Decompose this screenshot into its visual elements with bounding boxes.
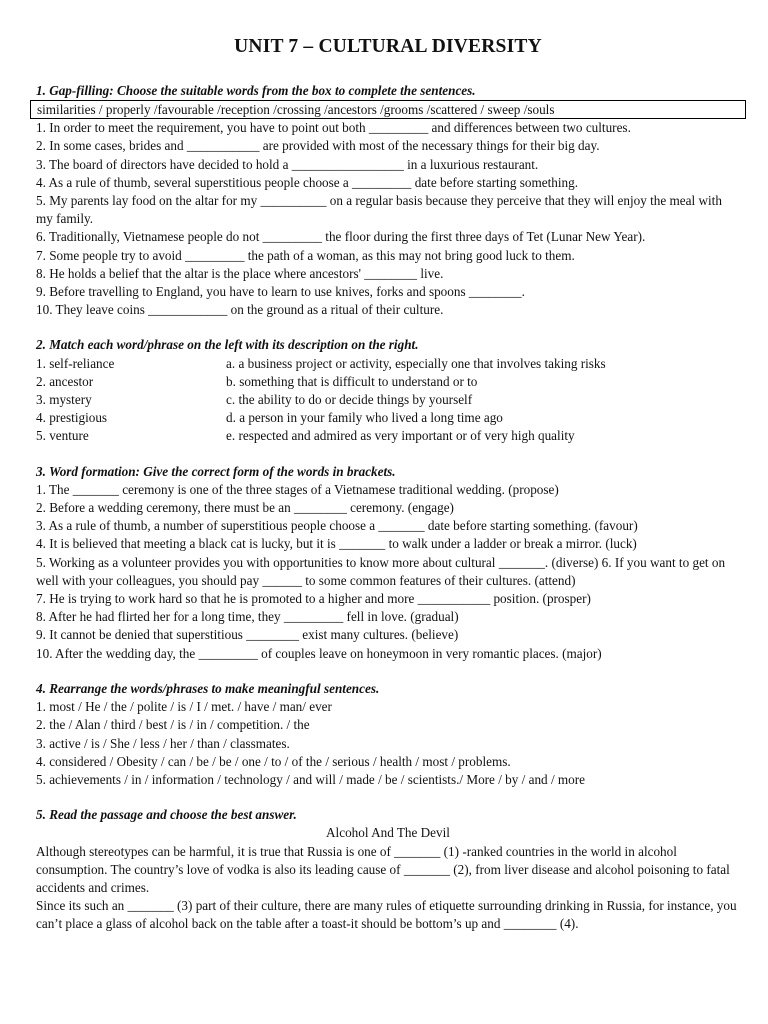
- page-title: UNIT 7 – CULTURAL DIVERSITY: [234, 36, 542, 57]
- match-definition: e. respected and admired as very important or of very high quality: [226, 428, 575, 444]
- section-1-heading: 1. Gap-filling: Choose the suitable words from the box to complete the sentences.: [36, 83, 476, 98]
- section-gap-filling: [36, 82, 740, 319]
- s3-item-10: 10. After the wedding day, the _________ of couples leave on honeymoon in very romantic places. (major): [36, 645, 602, 661]
- s4-item-3: 3. active / is / She / less / her / than / classmates.: [36, 735, 290, 751]
- s3-item-1: 1. The _______ ceremony is one of the three stages of a Vietnamese traditional wedding. (propose): [36, 481, 559, 497]
- s1-item-9: 9. Before travelling to England, you have to learn to use knives, forks and spoons ________.: [36, 284, 525, 300]
- s4-item-5: 5. achievements / in / information / technology / and will / made / be / scientists./ More / by / and / more: [36, 771, 586, 787]
- match-term: 1. self-reliance: [36, 355, 115, 371]
- s3-item-8: 8. After he had flirted her for a long time, they _________ fell in love. (gradual): [36, 609, 459, 625]
- match-term: 4. prestigious: [36, 410, 108, 426]
- s3-item-5-6: 5. Working as a volunteer provides you with opportunities to know more about cultural _______. (diverse) 6. If you want to get on well with your colleagues, you should pay ______ to some common features of their cultures. (attend): [36, 554, 726, 588]
- passage-title: Alcohol And The Devil: [326, 825, 450, 841]
- section-4-heading: 4. Rearrange the words/phrases to make meaningful sentences.: [36, 680, 380, 696]
- passage-paragraph-1: Although stereotypes can be harmful, it is true that Russia is one of _______ (1) -ranked countries in the world in alcohol consumption. The country’s love of vodka is also its leading cause of _______ (2), from liver disease and alcohol poisoning to fatal accidents and crimes.: [36, 843, 730, 895]
- section-matching: [36, 336, 740, 445]
- s1-item-8: 8. He holds a belief that the altar is the place where ancestors' ________ live.: [36, 265, 444, 281]
- match-row-5: [36, 427, 740, 445]
- s1-item-6: 6. Traditionally, Vietnamese people do not _________ the floor during the first three days of Tet (Lunar New Year).: [36, 229, 646, 245]
- s1-item-10: 10. They leave coins ____________ on the ground as a ritual of their culture.: [36, 302, 444, 318]
- word-box: similarities / properly /favourable /reception /crossing /ancestors /grooms /scattered / sweep /souls: [30, 100, 746, 119]
- s1-item-4: 4. As a rule of thumb, several superstitious people choose a _________ date before starting something.: [36, 174, 579, 190]
- match-definition: c. the ability to do or decide things by yourself: [226, 392, 473, 408]
- section-rearrange: [36, 680, 740, 789]
- s1-item-1: 1. In order to meet the requirement, you have to point out both _________ and differences between two cultures.: [36, 120, 631, 136]
- passage-paragraph-2: Since its such an _______ (3) part of their culture, there are many rules of etiquette surrounding drinking in Russia, for instance, you can’t place a glass of alcohol back on the table after a toast-it should be bottom’s up and ________ (4).: [36, 898, 737, 932]
- section-3-heading: 3. Word formation: Give the correct form of the words in brackets.: [36, 463, 396, 479]
- section-reading: [36, 806, 740, 933]
- match-term: 3. mystery: [36, 392, 92, 408]
- section-2-heading: 2. Match each word/phrase on the left with its description on the right.: [36, 337, 419, 353]
- s3-item-9: 9. It cannot be denied that superstitious ________ exist many cultures. (believe): [36, 627, 459, 643]
- s3-item-3: 3. As a rule of thumb, a number of superstitious people choose a _______ date before starting something. (favour): [36, 518, 638, 534]
- match-row-4: [36, 409, 740, 427]
- match-term: 2. ancestor: [36, 373, 94, 389]
- s3-item-2: 2. Before a wedding ceremony, there must be an ________ ceremony. (engage): [36, 500, 454, 516]
- s4-item-1: 1. most / He / the / polite / is / I / met. / have / man/ ever: [36, 699, 332, 715]
- s3-item-4: 4. It is believed that meeting a black cat is lucky, but it is _______ to walk under a ladder or break a mirror. (luck): [36, 536, 637, 552]
- match-term: 5. venture: [36, 428, 89, 444]
- section-5-heading: 5. Read the passage and choose the best answer.: [36, 807, 297, 823]
- match-row-1: [36, 355, 740, 373]
- s1-item-2: 2. In some cases, brides and ___________ are provided with most of the necessary things for their big day.: [36, 138, 600, 154]
- match-row-3: [36, 391, 740, 409]
- s4-item-4: 4. considered / Obesity / can / be / be / one / to / of the / serious / health / most / problems.: [36, 753, 511, 769]
- s4-item-2: 2. the / Alan / third / best / is / in / competition. / the: [36, 717, 310, 733]
- s3-item-7: 7. He is trying to work hard so that he is promoted to a higher and more ___________ position. (prosper): [36, 591, 591, 607]
- s1-item-3: 3. The board of directors have decided to hold a _________________ in a luxurious restaurant.: [36, 156, 539, 172]
- match-definition: b. something that is difficult to understand or to: [226, 373, 478, 389]
- match-row-2: [36, 373, 740, 391]
- match-definition: d. a person in your family who lived a long time ago: [226, 410, 503, 426]
- s1-item-5: 5. My parents lay food on the altar for my __________ on a regular basis because they perceive that they will enjoy the meal with my family.: [36, 193, 722, 227]
- s1-item-7: 7. Some people try to avoid _________ the path of a woman, as this may not bring good luck to them.: [36, 247, 575, 263]
- section-word-formation: [36, 463, 740, 663]
- match-definition: a. a business project or activity, especially one that involves taking risks: [226, 355, 606, 371]
